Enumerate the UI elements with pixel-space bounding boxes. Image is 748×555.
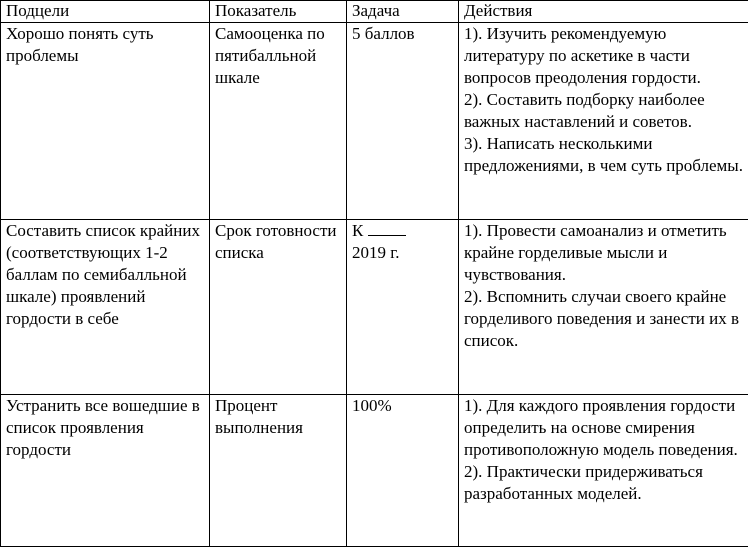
task-suffix: 2019 г. bbox=[352, 243, 400, 262]
indicator-cell: Процент выполнения bbox=[210, 395, 347, 547]
action-item: 2). Составить подборку наиболее важных наставлений и советов. bbox=[464, 90, 705, 131]
action-item: 1). Изучить рекомендуемую литературу по аскетике в части вопросов преодоления гордости. bbox=[464, 24, 701, 87]
subgoal-cell: Хорошо понять суть проблемы bbox=[1, 23, 210, 220]
indicator-cell: Срок готовности списка bbox=[210, 220, 347, 395]
indicator-cell: Самооценка по пятибалльной шкале bbox=[210, 23, 347, 220]
task-prefix: К bbox=[352, 221, 364, 240]
header-subgoals: Подцели bbox=[1, 1, 210, 23]
header-indicator: Показатель bbox=[210, 1, 347, 23]
task-cell: 100% bbox=[347, 395, 459, 547]
table-row bbox=[1, 23, 748, 220]
actions-cell bbox=[459, 23, 748, 220]
subgoal-cell: Составить список крайних (соответствующих 1-2 баллам по семибалльной шкале) проявлений гордости в себе bbox=[1, 220, 210, 395]
table-row bbox=[1, 220, 748, 395]
action-item: 1). Для каждого проявления гордости определить на основе смирения противоположную модель поведения. bbox=[464, 396, 738, 459]
action-item: 2). Вспомнить случаи своего крайне горделивого поведения и занести их в список. bbox=[464, 287, 739, 350]
header-task: Задача bbox=[347, 1, 459, 23]
date-blank-line bbox=[368, 221, 406, 236]
table-row bbox=[1, 395, 748, 547]
actions-cell bbox=[459, 395, 748, 547]
actions-cell bbox=[459, 220, 748, 395]
header-actions: Действия bbox=[459, 1, 748, 23]
action-item: 1). Провести самоанализ и отметить крайне горделивые мысли и чувствования. bbox=[464, 221, 727, 284]
task-cell: 5 баллов bbox=[347, 23, 459, 220]
subgoal-cell: Устранить все вошедшие в список проявления гордости bbox=[1, 395, 210, 547]
action-item: 3). Написать несколькими предложениями, в чем суть проблемы. bbox=[464, 134, 743, 175]
table-header-row bbox=[1, 1, 748, 23]
action-item: 2). Практически придерживаться разработанных моделей. bbox=[464, 462, 703, 503]
task-cell bbox=[347, 220, 459, 395]
